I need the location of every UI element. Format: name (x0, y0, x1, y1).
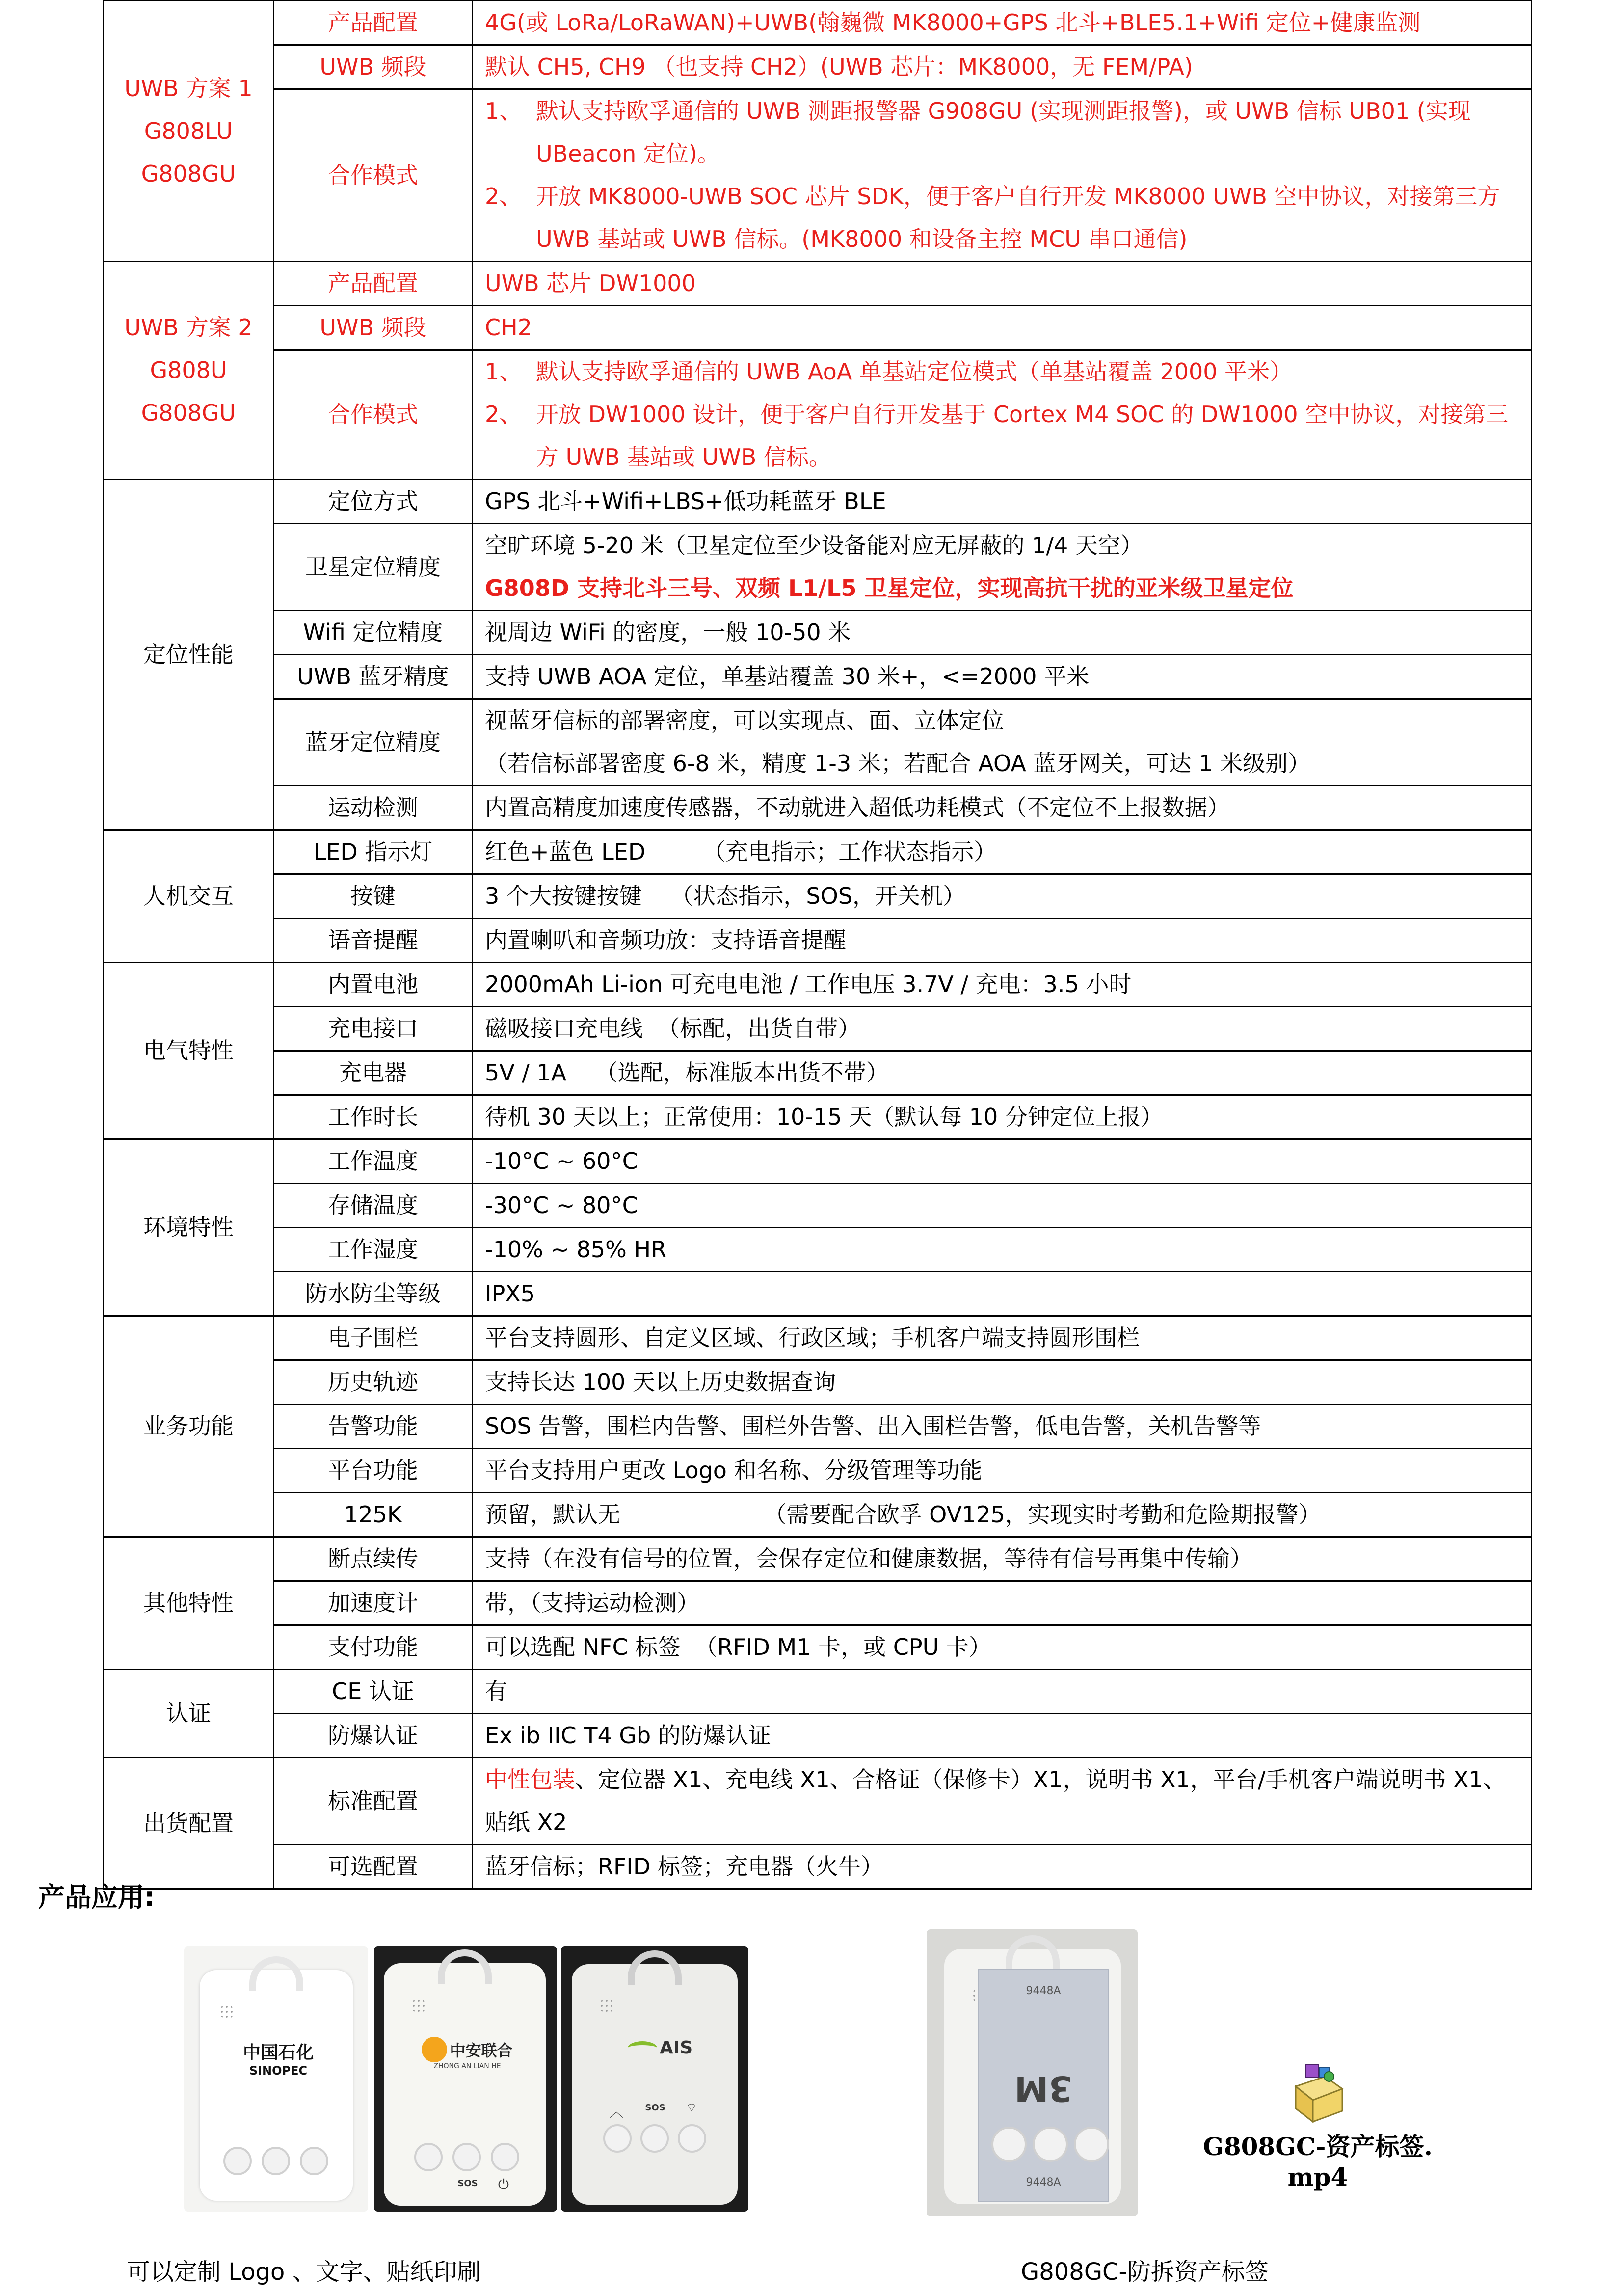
device-button (491, 2143, 519, 2171)
zhongan-logo: 中安联合 ZHONG AN LIAN HE (408, 2037, 526, 2070)
row-value: 有 (473, 1670, 1532, 1714)
row-label: CE 认证 (274, 1670, 473, 1714)
3m-logo: 3M (1014, 2068, 1073, 2108)
row-label: Wifi 定位精度 (274, 611, 473, 655)
row-label: 定位方式 (274, 480, 473, 524)
row-value: 内置高精度加速度传感器，不动就进入超低功耗模式（不定位不上报数据） (473, 786, 1532, 830)
row-value: SOS 告警，围栏内告警、围栏外告警、出入围栏告警，低电告警，关机告警等 (473, 1405, 1532, 1449)
row-label: 工作湿度 (274, 1228, 473, 1272)
row-value: 视周边 WiFi 的密度，一般 10-50 米 (473, 611, 1532, 655)
table-row (104, 45, 1532, 89)
row-value: 磁吸接口充电线 （标配，出货自带） (473, 1007, 1532, 1051)
row-value: 中性包装、定位器 X1、充电线 X1、合格证（保修卡）X1，说明书 X1，平台/手机客户端说明书 X1、贴纸 X2 (473, 1758, 1532, 1845)
group-positioning: 定位性能 (104, 480, 274, 830)
table-row (104, 1845, 1532, 1889)
row-label: 运动检测 (274, 786, 473, 830)
table-row (104, 1139, 1532, 1184)
group-uwb1: UWB 方案 1 G808LU G808GU (104, 1, 274, 262)
table-row (104, 1228, 1532, 1272)
adhesive-tape: 9448A 3M 9448A (978, 1969, 1109, 2202)
row-value: 红色+蓝色 LED （充电指示；工作状态指示） (473, 830, 1532, 874)
row-label: 工作温度 (274, 1139, 473, 1184)
row-label: 电子围栏 (274, 1316, 473, 1360)
row-label: 防爆认证 (274, 1714, 473, 1758)
row-value: 支持（在没有信号的位置，会保存定位和健康数据，等待有信号再集中传输） (473, 1537, 1532, 1581)
list-item: 2、 开放 DW1000 设计，便于客户自行开发基于 Cortex M4 SOC 的 DW1000 空中协议，对接第三方 UWB 基站或 UWB 信标。 (485, 401, 1509, 470)
table-row (104, 1625, 1532, 1670)
product-photo-ais (561, 1946, 748, 2212)
table-row (104, 1493, 1532, 1537)
row-label: 卫星定位精度 (274, 524, 473, 611)
table-row (104, 350, 1532, 480)
table-row (104, 262, 1532, 306)
sos-label: SOS (645, 2103, 665, 2113)
row-label: 存储温度 (274, 1184, 473, 1228)
row-value: IPX5 (473, 1272, 1532, 1316)
table-row (104, 786, 1532, 830)
row-value: 5V / 1A （选配，标准版本出货不带） (473, 1051, 1532, 1095)
table-row (104, 699, 1532, 786)
row-value: 视蓝牙信标的部署密度，可以实现点、面、立体定位 （若信标部署密度 6-8 米，精度 1-3 米；若配合 AOA 蓝牙网关，可达 1 米级别） (473, 699, 1532, 786)
package-icon (1286, 2062, 1350, 2126)
group-electrical: 电气特性 (104, 963, 274, 1139)
table-row (104, 1758, 1532, 1845)
row-value: Ex ib IIC T4 Gb 的防爆认证 (473, 1714, 1532, 1758)
row-value: 内置喇叭和音频功放：支持语音提醒 (473, 918, 1532, 963)
list-item: 2、 开放 MK8000-UWB SOC 芯片 SDK，便于客户自行开发 MK8000 UWB 空中协议，对接第三方 UWB 基站或 UWB 信标。(MK8000 和设备主控 MCU 串口通信) (485, 183, 1500, 252)
table-row (104, 1360, 1532, 1405)
row-value: -10% ~ 85% HR (473, 1228, 1532, 1272)
zhongan-logo-mark (422, 2037, 447, 2062)
caption-asset-tag: G808GC-防拆资产标签 (1021, 2258, 1269, 2286)
table-row (104, 611, 1532, 655)
row-label: UWB 频段 (274, 306, 473, 350)
device-button (300, 2147, 328, 2175)
device-button (223, 2147, 252, 2175)
row-value: 可以选配 NFC 标签 （RFID M1 卡，或 CPU 卡） (473, 1625, 1532, 1670)
row-value (473, 350, 1532, 480)
table-row (104, 1095, 1532, 1139)
row-label: 支付功能 (274, 1625, 473, 1670)
row-label: 充电接口 (274, 1007, 473, 1051)
power-icon: ⏻ (498, 2176, 509, 2192)
device-button (991, 2127, 1027, 2162)
group-shipping: 出货配置 (104, 1758, 274, 1889)
row-label: 蓝牙定位精度 (274, 699, 473, 786)
table-row (104, 1051, 1532, 1095)
row-label: 可选配置 (274, 1845, 473, 1889)
table-row (104, 1184, 1532, 1228)
highlight-text: G808D 支持北斗三号、双频 L1/L5 卫星定位，实现高抗干扰的亚米级卫星定位 (485, 575, 1294, 601)
row-label: 断点续传 (274, 1537, 473, 1581)
product-photo-sinopec (184, 1946, 368, 2212)
table-row (104, 830, 1532, 874)
chevron-up-icon: ︿ (609, 2104, 624, 2121)
device-button (262, 2147, 290, 2175)
table-row (104, 1449, 1532, 1493)
row-value: CH2 (473, 306, 1532, 350)
table-row (104, 1316, 1532, 1360)
row-label: 标准配置 (274, 1758, 473, 1845)
row-value: 蓝牙信标；RFID 标签；充电器（火牛） (473, 1845, 1532, 1889)
section-title: 产品应用: (38, 1882, 155, 1913)
row-value: 带，（支持运动检测） (473, 1581, 1532, 1625)
row-value: UWB 芯片 DW1000 (473, 262, 1532, 306)
row-value: 支持长达 100 天以上历史数据查询 (473, 1360, 1532, 1405)
row-label: 125K (274, 1493, 473, 1537)
table-row (104, 1, 1532, 45)
row-label: 语音提醒 (274, 918, 473, 963)
ais-logo-swoosh (628, 2041, 657, 2055)
device-button (452, 2143, 481, 2171)
table-row (104, 524, 1532, 611)
group-hmi: 人机交互 (104, 830, 274, 963)
row-value: 待机 30 天以上；正常使用：10-15 天（默认每 10 分钟定位上报） (473, 1095, 1532, 1139)
row-label: LED 指示灯 (274, 830, 473, 874)
row-label: 按键 (274, 874, 473, 918)
row-value: 平台支持用户更改 Logo 和名称、分级管理等功能 (473, 1449, 1532, 1493)
row-label: 平台功能 (274, 1449, 473, 1493)
row-value: GPS 北斗+Wifi+LBS+低功耗蓝牙 BLE (473, 480, 1532, 524)
sos-label: SOS (457, 2178, 478, 2188)
group-other: 其他特性 (104, 1537, 274, 1670)
table-row (104, 1272, 1532, 1316)
row-value: 2000mAh Li-ion 可充电电池 / 工作电压 3.7V / 充电：3.5 小时 (473, 963, 1532, 1007)
table-row (104, 1670, 1532, 1714)
list-item: 1、 默认支持欧孚通信的 UWB AoA 单基站定位模式（单基站覆盖 2000 平米） (485, 358, 1293, 385)
table-row (104, 306, 1532, 350)
signal-icon: ⌔ (686, 2101, 698, 2115)
row-value: 支持 UWB AOA 定位，单基站覆盖 30 米+，<=2000 平米 (473, 655, 1532, 699)
row-label: UWB 频段 (274, 45, 473, 89)
device-button (640, 2124, 669, 2153)
table-row (104, 874, 1532, 918)
sinopec-logo: 中国石化 SINOPEC (242, 2043, 314, 2078)
row-label: 合作模式 (274, 350, 473, 480)
table-row (104, 963, 1532, 1007)
ais-logo: AIS (616, 2038, 704, 2058)
product-photo-zhongan (374, 1946, 557, 2212)
group-cert: 认证 (104, 1670, 274, 1758)
row-value: -10°C ~ 60°C (473, 1139, 1532, 1184)
row-label: 历史轨迹 (274, 1360, 473, 1405)
device-button (678, 2124, 706, 2153)
table-row (104, 918, 1532, 963)
row-label: 产品配置 (274, 1, 473, 45)
table-row (104, 655, 1532, 699)
table-row (104, 1714, 1532, 1758)
row-label: 加速度计 (274, 1581, 473, 1625)
row-label: 内置电池 (274, 963, 473, 1007)
device-button (603, 2124, 632, 2153)
table-row (104, 1537, 1532, 1581)
row-value: 预留，默认无 （需要配合欧孚 OV125，实现实时考勤和危险期报警） (473, 1493, 1532, 1537)
row-label: 工作时长 (274, 1095, 473, 1139)
row-label: 防水防尘等级 (274, 1272, 473, 1316)
spec-table (103, 0, 1532, 1890)
row-label: 告警功能 (274, 1405, 473, 1449)
row-label: 合作模式 (274, 89, 473, 262)
video-file-icon[interactable] (1286, 2062, 1350, 2126)
row-value: 默认 CH5, CH9 （也支持 CH2）(UWB 芯片：MK8000，无 FEM/PA) (473, 45, 1532, 89)
row-value: 4G(或 LoRa/LoRaWAN)+UWB(翰巍微 MK8000+GPS 北斗+BLE5.1+Wifi 定位+健康监测 (473, 1, 1532, 45)
video-file-name[interactable]: G808GC-资产标签. mp4 (1203, 2132, 1433, 2191)
table-row (104, 89, 1532, 262)
group-environment: 环境特性 (104, 1139, 274, 1316)
row-value: 空旷环境 5-20 米（卫星定位至少设备能对应无屏蔽的 1/4 天空） G808D 支持北斗三号、双频 L1/L5 卫星定位，实现高抗干扰的亚米级卫星定位 (473, 524, 1532, 611)
highlight-text: 中性包装 (485, 1766, 575, 1793)
group-business: 业务功能 (104, 1316, 274, 1537)
row-label: UWB 蓝牙精度 (274, 655, 473, 699)
row-label: 充电器 (274, 1051, 473, 1095)
product-photo-asset-tag (927, 1929, 1138, 2216)
device-button (1033, 2127, 1068, 2162)
row-value (473, 89, 1532, 262)
list-item: 1、 默认支持欧孚通信的 UWB 测距报警器 G908GU (实现测距报警)，或 UWB 信标 UB01 (实现 UBeacon 定位)。 (485, 98, 1471, 167)
caption-custom-logo: 可以定制 Logo 、文字、贴纸印刷 (127, 2258, 481, 2286)
table-row (104, 1581, 1532, 1625)
row-value: 平台支持圆形、自定义区域、行政区域；手机客户端支持圆形围栏 (473, 1316, 1532, 1360)
row-value: -30°C ~ 80°C (473, 1184, 1532, 1228)
device-button (414, 2143, 443, 2171)
row-value: 3 个大按键按键 （状态指示，SOS，开关机） (473, 874, 1532, 918)
group-uwb2: UWB 方案 2 G808U G808GU (104, 262, 274, 480)
row-label: 产品配置 (274, 262, 473, 306)
table-row (104, 1007, 1532, 1051)
device-button (1074, 2127, 1109, 2162)
table-row (104, 480, 1532, 524)
table-row (104, 1405, 1532, 1449)
